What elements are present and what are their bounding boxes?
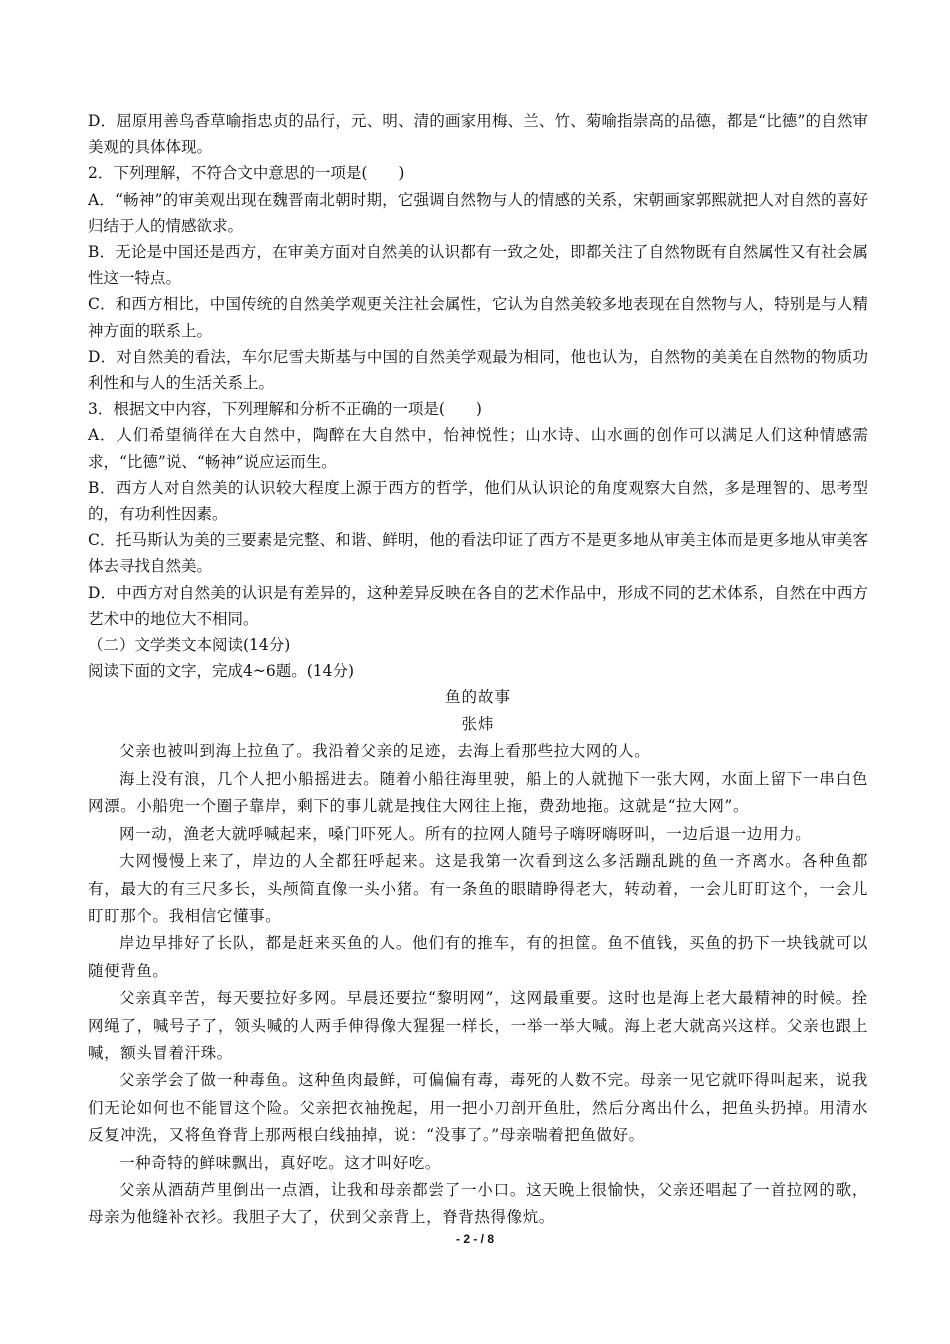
- story-paragraph: 网一动，渔老大就呼喊起来，嗓门吓死人。所有的拉网人随号子嗨呀嗨呀叫，一边后退一边用力。: [119, 824, 812, 843]
- section-heading: （二）文学类文本阅读(14分): [88, 636, 291, 655]
- story-paragraph: 父亲学会了做一种毒鱼。这种鱼肉最鲜，可偏偏有毒，毒死的人数不完。母亲一见它就吓得叫起来，说我们无论如何也不能冒这个险。父亲把衣袖挽起，用一把小刀剖开鱼肚，然后分离出什么，把鱼头扔掉。用清水反复冲洗，又将鱼脊背上那两根白线抽掉，说：“没事了。”母亲喘着把鱼做好。: [88, 1071, 868, 1145]
- story-paragraph: 父亲真辛苦，每天要拉好多网。早晨还要拉“黎明网”，这网最重要。这时也是海上老大最精神的时候。拴网绳了，喊号子了，领头喊的人两手伸得像大猩猩一样长，一举一举大喊。海上老大就高兴这样。父亲也跟上喊，额头冒着汗珠。: [88, 989, 868, 1062]
- reading-instruction: 阅读下面的文字，完成4~6题。(14分): [88, 662, 355, 681]
- option-c-q2: C．和西方相比，中国传统的自然美学观更关注社会属性，它认为自然美较多地表现在自然物与人，特别是与人精神方面的联系上。: [88, 295, 868, 340]
- story-paragraph: 父亲从酒葫芦里倒出一点酒，让我和母亲都尝了一小口。这天晚上很愉快，父亲还唱起了一首拉网的歌，母亲为他缝补衣衫。我胆子大了，伏到父亲背上，脊背热得像炕。: [88, 1180, 868, 1227]
- page-body: [88, 108, 868, 1232]
- option-d-q2: D．对自然美的看法，车尔尼雪夫斯基与中国的自然美学观最为相同，他也认为，自然物的美美在自然物的物质功利性和与人的生活关系上。: [88, 347, 868, 393]
- option-c-q3: C．托马斯认为美的三要素是完整、和谐、鲜明，他的看法印证了西方不是更多地从审美主体而是更多地从审美客体去寻找自然美。: [88, 531, 868, 576]
- question-2: 2．下列理解，不符合文中意思的一项是( ): [88, 164, 405, 183]
- question-3: 3．根据文中内容，下列理解和分析不正确的一项是( ): [88, 400, 482, 419]
- story-paragraph: 海上没有浪，几个人把小船摇进去。随着小船往海里驶，船上的人就抛下一张大网，水面上留下一串白色网漂。小船兜一个圈子靠岸，剩下的事儿就是拽住大网往上拖，费劲地拖。这就是“拉大网”。: [88, 769, 868, 816]
- option-b-q3: B．西方人对自然美的认识较大程度上源于西方的哲学，他们从认识论的角度观察大自然，多是理智的、思考型的，有功利性因素。: [88, 478, 868, 524]
- page-number: - 2 - / 8: [455, 1232, 494, 1246]
- story-paragraph: 岸边早排好了长队，都是赶来买鱼的人。他们有的推车，有的担筐。鱼不值钱，买鱼的扔下一块钱就可以随便背鱼。: [88, 934, 868, 980]
- option-d-q3: D．中西方对自然美的认识是有差异的，这种差异反映在各自的艺术作品中，形成不同的艺术体系，自然在中西方艺术中的地位大不相同。: [88, 583, 868, 628]
- story-author: 张炜: [461, 715, 495, 734]
- option-a-q3: A．人们希望徜徉在大自然中，陶醉在大自然中，怡神悦性；山水诗、山水画的创作可以满足人们这种情感需求，“比德”说、“畅神”说应运而生。: [88, 426, 868, 471]
- story-paragraph: 大网慢慢上来了，岸边的人全都狂呼起来。这是我第一次看到这么多活蹦乱跳的鱼一齐离水。各种鱼都有，最大的有三尺多长，头颅简直像一头小猪。有一条鱼的眼睛睁得老大，转动着，一会儿盯盯这个，一会儿盯盯那个。我相信它懂事。: [88, 852, 868, 925]
- option-a-q2: A．“畅神”的审美观出现在魏晋南北朝时期，它强调自然物与人的情感的关系，宋朝画家郭熙就把人对自然的喜好归结于人的情感欲求。: [88, 190, 868, 235]
- option-b-q2: B．无论是中国还是西方，在审美方面对自然美的认识都有一致之处，即都关注了自然物既有自然属性又有社会属性这一特点。: [88, 243, 868, 288]
- story-paragraph: 一种奇特的鲜味飘出，真好吃。这才叫好吃。: [119, 1153, 442, 1172]
- option-d-q1: D．屈原用善鸟香草喻指忠贞的品行，元、明、清的画家用梅、兰、竹、菊喻指崇高的品德，都是“比德”的自然审美观的具体体现。: [88, 112, 868, 157]
- story-title: 鱼的故事: [444, 688, 511, 707]
- story-paragraph: 父亲也被叫到海上拉鱼了。我沿着父亲的足迹，去海上看那些拉大网的人。: [119, 742, 651, 761]
